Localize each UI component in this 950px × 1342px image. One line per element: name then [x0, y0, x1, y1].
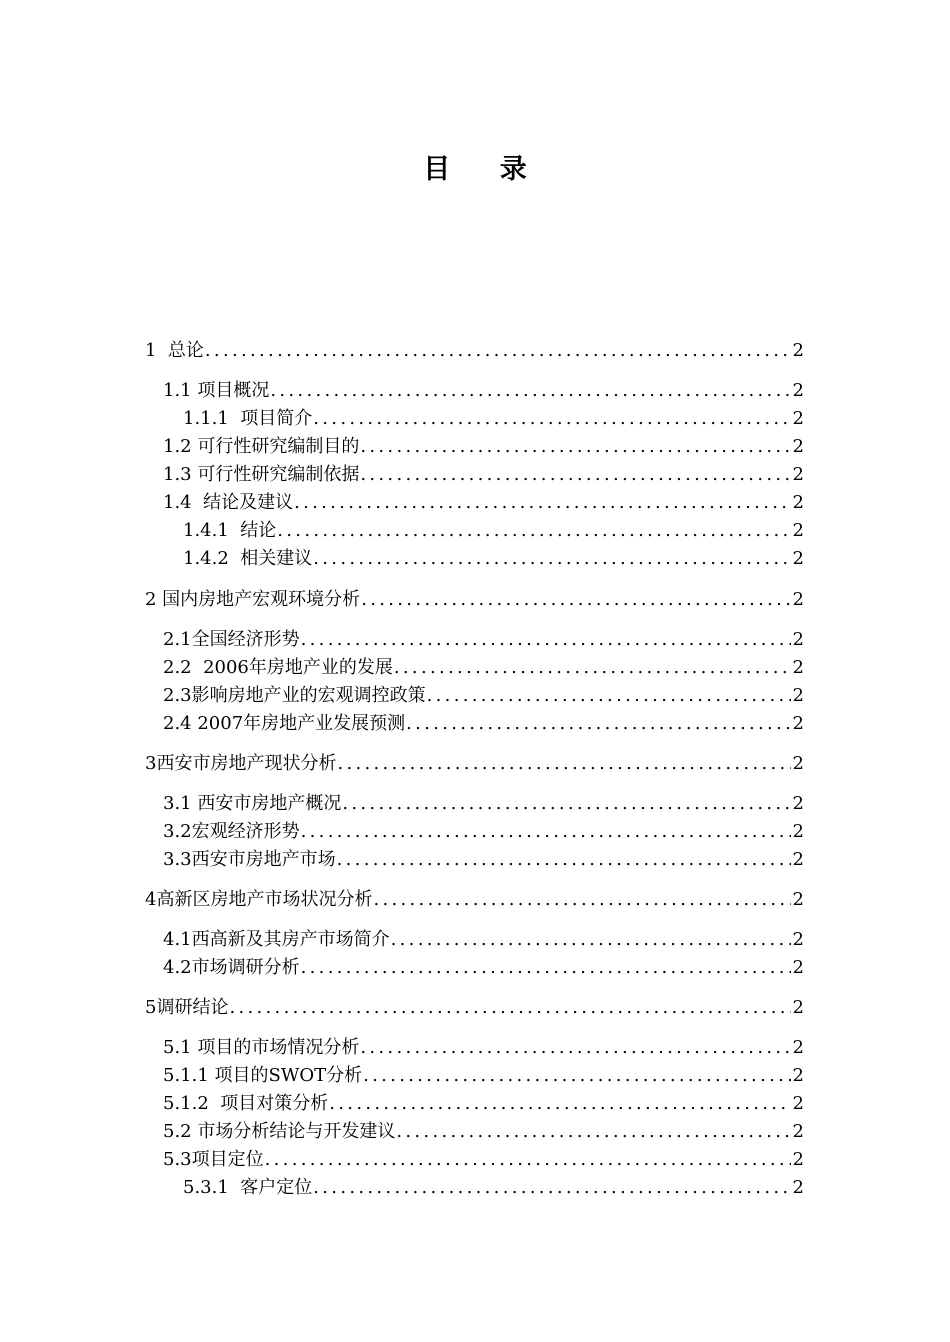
toc-entry-title: 5.1.1 项目的SWOT分析: [163, 1065, 363, 1086]
toc-entry[interactable]: [163, 1089, 804, 1115]
toc-page-number: 2: [792, 1149, 804, 1170]
toc-page-number: 2: [792, 957, 804, 978]
toc-entry[interactable]: [163, 817, 804, 843]
toc-entry[interactable]: [163, 432, 804, 458]
toc-leader-dots: [205, 340, 791, 362]
toc-page-number: 2: [792, 889, 804, 910]
toc-entry[interactable]: [183, 544, 804, 570]
toc-leader-dots: [360, 464, 791, 486]
toc-entry-title: 1.4.1 结论: [183, 520, 277, 541]
toc-entry[interactable]: [163, 789, 804, 815]
toc-entry-title: 1.2 可行性研究编制目的: [163, 436, 360, 457]
toc-leader-dots: [277, 520, 791, 542]
toc-page-number: 2: [792, 997, 804, 1018]
toc-page-number: 2: [792, 548, 804, 569]
toc-page-number: 2: [792, 436, 804, 457]
toc-entry[interactable]: [163, 625, 804, 651]
toc-leader-dots: [360, 1037, 791, 1059]
toc-entry-title: 1.4.2 相关建议: [183, 548, 313, 569]
toc-entry-title: 4高新区房地产市场状况分析: [145, 889, 373, 910]
toc-entry[interactable]: [145, 336, 804, 362]
toc-entry[interactable]: [145, 749, 804, 775]
toc-page-number: 2: [792, 1065, 804, 1086]
toc-entry-title: 3西安市房地产现状分析: [145, 753, 337, 774]
toc-entry-title: 5.3项目定位: [163, 1149, 264, 1170]
toc-page-number: 2: [792, 589, 804, 610]
toc-leader-dots: [301, 957, 791, 979]
toc-leader-dots: [427, 685, 791, 707]
toc-page-number: 2: [792, 520, 804, 541]
toc-page-number: 2: [792, 340, 804, 361]
toc-entry-title: 4.2市场调研分析: [163, 957, 300, 978]
toc-entry-title: 3.3西安市房地产市场: [163, 849, 336, 870]
toc-entry-title: 2.3影响房地产业的宏观调控政策: [163, 685, 426, 706]
toc-page-number: 2: [792, 753, 804, 774]
toc-entry-title: 2.2 2006年房地产业的发展: [163, 657, 393, 678]
toc-entry[interactable]: [145, 585, 804, 611]
toc-entry-title: 2 国内房地产宏观环境分析: [145, 589, 361, 610]
toc-page-number: 2: [792, 657, 804, 678]
toc-page-number: 2: [792, 685, 804, 706]
toc-leader-dots: [337, 849, 791, 871]
toc-leader-dots: [313, 408, 791, 430]
toc-leader-dots: [337, 753, 791, 775]
toc-entry-title: 5调研结论: [145, 997, 229, 1018]
toc-leader-dots: [363, 1065, 791, 1087]
toc-entry[interactable]: [163, 953, 804, 979]
toc-leader-dots: [313, 1177, 791, 1199]
toc-page-number: 2: [792, 1121, 804, 1142]
toc-entry[interactable]: [163, 681, 804, 707]
toc-entry[interactable]: [163, 845, 804, 871]
toc-entry[interactable]: [163, 460, 804, 486]
toc-entry[interactable]: [163, 925, 804, 951]
toc-page-number: 2: [792, 821, 804, 842]
toc-entry[interactable]: [163, 1061, 804, 1087]
toc-leader-dots: [342, 793, 791, 815]
toc-entry[interactable]: [183, 516, 804, 542]
toc-entry-title: 5.1 项目的市场情况分析: [163, 1037, 360, 1058]
toc-entry-title: 1.1 项目概况: [163, 380, 270, 401]
toc-page-number: 2: [792, 380, 804, 401]
toc-page-number: 2: [792, 1177, 804, 1198]
toc-page-number: 2: [792, 1037, 804, 1058]
toc-leader-dots: [329, 1093, 791, 1115]
toc-entry[interactable]: [145, 885, 804, 911]
toc-page-number: 2: [792, 929, 804, 950]
toc-entry[interactable]: [163, 1033, 804, 1059]
toc-entry[interactable]: [163, 376, 804, 402]
toc-leader-dots: [391, 929, 791, 951]
toc-leader-dots: [373, 889, 791, 911]
toc-entry-title: 1.4 结论及建议: [163, 492, 294, 513]
toc-entry-title: 1.3 可行性研究编制依据: [163, 464, 360, 485]
toc-leader-dots: [270, 380, 791, 402]
toc-entry[interactable]: [163, 1117, 804, 1143]
toc-entry[interactable]: [163, 709, 804, 735]
toc-entry[interactable]: [145, 993, 804, 1019]
toc-entry-title: 2.1全国经济形势: [163, 629, 300, 650]
toc-entry-title: 1.1.1 项目简介: [183, 408, 313, 429]
toc-page-number: 2: [792, 629, 804, 650]
toc-entry[interactable]: [183, 404, 804, 430]
toc-entry-title: 3.2宏观经济形势: [163, 821, 300, 842]
toc-leader-dots: [396, 1121, 791, 1143]
toc-leader-dots: [313, 548, 791, 570]
toc-leader-dots: [265, 1149, 791, 1171]
toc-page-number: 2: [792, 793, 804, 814]
toc-entry[interactable]: [163, 488, 804, 514]
toc-page-number: 2: [792, 464, 804, 485]
toc-entry-title: 1 总论: [145, 340, 204, 361]
toc-entry-title: 4.1西高新及其房产市场简介: [163, 929, 390, 950]
toc-page-number: 2: [792, 492, 804, 513]
toc-leader-dots: [301, 821, 791, 843]
toc-entry[interactable]: [183, 1173, 804, 1199]
toc-entry-title: 2.4 2007年房地产业发展预测: [163, 713, 406, 734]
toc-entry[interactable]: [163, 1145, 804, 1171]
page-title: 目 录: [423, 154, 547, 185]
toc-leader-dots: [361, 589, 791, 611]
toc-leader-dots: [406, 713, 791, 735]
toc-entry-title: 5.1.2 项目对策分析: [163, 1093, 329, 1114]
toc-leader-dots: [360, 436, 791, 458]
toc-page-number: 2: [792, 408, 804, 429]
toc-leader-dots: [229, 997, 791, 1019]
toc-page-number: 2: [792, 713, 804, 734]
toc-entry[interactable]: [163, 653, 804, 679]
toc-entry-title: 3.1 西安市房地产概况: [163, 793, 342, 814]
toc-leader-dots: [294, 492, 791, 514]
toc-page-number: 2: [792, 1093, 804, 1114]
toc-page-number: 2: [792, 849, 804, 870]
toc-leader-dots: [394, 657, 791, 679]
toc-entry-title: 5.2 市场分析结论与开发建议: [163, 1121, 396, 1142]
toc-entry-title: 5.3.1 客户定位: [183, 1177, 313, 1198]
toc-leader-dots: [301, 629, 791, 651]
